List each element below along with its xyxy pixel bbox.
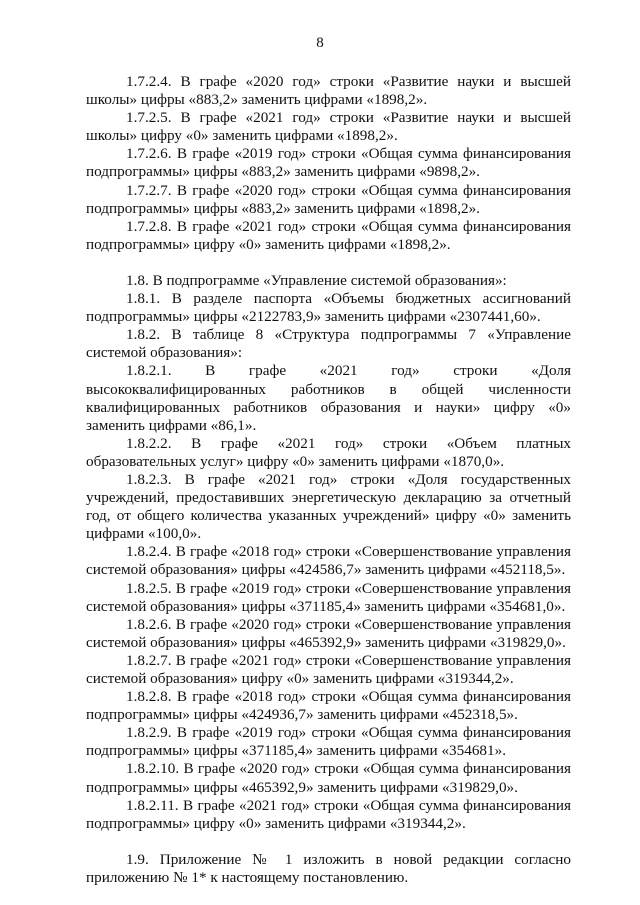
- paragraph-1-9: 1.9. Приложение № 1 изложить в новой редакции согласно приложению № 1* к настоящему постановлению.: [86, 850, 571, 886]
- paragraph-1-7-2-5: 1.7.2.5. В графе «2021 год» строки «Развитие науки и высшей школы» цифру «0» заменить цифрами «1898,2».: [86, 109, 571, 145]
- paragraph-1-8-2-5: 1.8.2.5. В графе «2019 год» строки «Совершенствование управления системой образования» цифры «371185,4» заменить цифрами «354681,0».: [86, 579, 571, 615]
- section-spacer: [86, 833, 571, 851]
- paragraph-1-8-1: 1.8.1. В разделе паспорта «Объемы бюджетных ассигнований подпрограммы» цифры «2122783,9» заменить цифрами «2307441,60».: [86, 290, 571, 326]
- paragraph-1-7-2-4: 1.7.2.4. В графе «2020 год» строки «Развитие науки и высшей школы» цифры «883,2» заменить цифрами «1898,2».: [86, 73, 571, 109]
- paragraph-1-8-2-11: 1.8.2.11. В графе «2021 год» строки «Общая сумма финансирования подпрограммы» цифру «0» заменить цифрами «319344,2».: [86, 796, 571, 832]
- paragraph-1-8-2-2: 1.8.2.2. В графе «2021 год» строки «Объем платных образовательных услуг» цифру «0» заменить цифрами «1870,0».: [86, 434, 571, 470]
- paragraph-1-8-2-7: 1.8.2.7. В графе «2021 год» строки «Совершенствование управления системой образования» цифру «0» заменить цифрами «319344,2».: [86, 651, 571, 687]
- paragraph-1-8: 1.8. В подпрограмме «Управление системой образования»:: [126, 271, 507, 289]
- paragraph-1-8-2-9: 1.8.2.9. В графе «2019 год» строки «Общая сумма финансирования подпрограммы» цифры «371185,4» заменить цифрами «354681».: [86, 724, 571, 760]
- paragraph-1-8-2: 1.8.2. В таблице 8 «Структура подпрограммы 7 «Управление системой образования»:: [86, 326, 571, 362]
- paragraph-1-8-2-10: 1.8.2.10. В графе «2020 год» строки «Общая сумма финансирования подпрограммы» цифры «465392,9» заменить цифрами «319829,0».: [86, 760, 571, 796]
- paragraph-1-8-2-1: 1.8.2.1. В графе «2021 год» строки «Доля высококвалифицированных работников в общей численности квалифицированных работников образования и науки» цифру «0» заменить цифрами «86,1».: [86, 362, 571, 434]
- paragraph-1-8-2-4: 1.8.2.4. В графе «2018 год» строки «Совершенствование управления системой образования» цифры «424586,7» заменить цифрами «452118,5».: [86, 543, 571, 579]
- page-number: 8: [316, 35, 324, 51]
- paragraph-1-7-2-6: 1.7.2.6. В графе «2019 год» строки «Общая сумма финансирования подпрограммы» цифры «883,2» заменить цифрами «9898,2».: [86, 145, 571, 181]
- paragraph-1-7-2-8: 1.7.2.8. В графе «2021 год» строки «Общая сумма финансирования подпрограммы» цифру «0» заменить цифрами «1898,2».: [86, 217, 571, 253]
- paragraph-1-8-2-6: 1.8.2.6. В графе «2020 год» строки «Совершенствование управления системой образования» цифры «465392,9» заменить цифрами «319829,0».: [86, 615, 571, 651]
- paragraph-1-8-2-8: 1.8.2.8. В графе «2018 год» строки «Общая сумма финансирования подпрограммы» цифры «424936,7» заменить цифрами «452318,5».: [86, 688, 571, 724]
- section-spacer: [86, 254, 571, 272]
- document-body: [86, 73, 571, 887]
- paragraph-1-8-2-3: 1.8.2.3. В графе «2021 год» строки «Доля государственных учреждений, предоставивших энергетическую декларацию за отчетный год, от общего количества указанных учреждений» цифру «0» заменить цифрами «100,0».: [86, 470, 571, 543]
- paragraph-1-7-2-7: 1.7.2.7. В графе «2020 год» строки «Общая сумма финансирования подпрограммы» цифры «883,2» заменить цифрами «1898,2».: [86, 181, 571, 217]
